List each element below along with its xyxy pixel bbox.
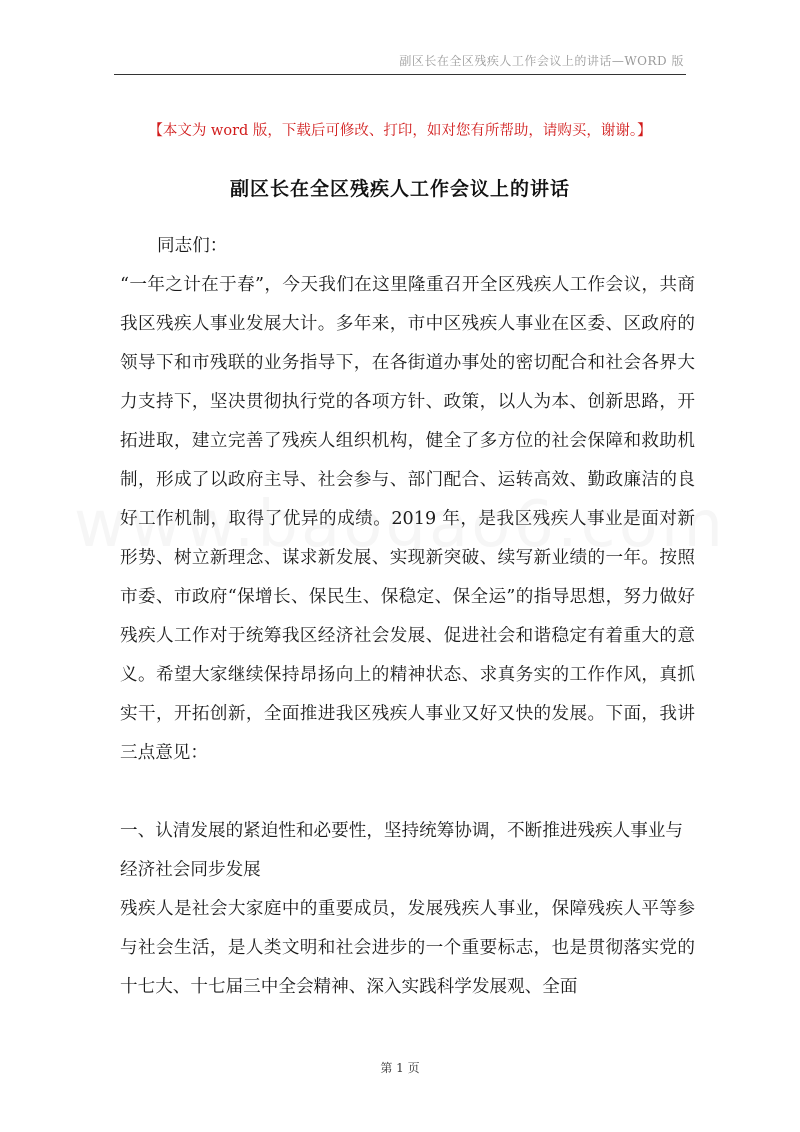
page-number: 第 1 页 (380, 1061, 420, 1075)
paragraph-opening: “一年之计在于春”，今天我们在这里隆重召开全区残疾人工作会议，共商我区残疾人事业发展大计。多年来，市中区残疾人事业在区委、区政府的领导下和市残联的业务指导下，在各街道办事处的密切配合和社会各界大力支持下，坚决贯彻执行党的各项方针、政策，以人为本、创新思路，开拓进取，建立完善了残疾人组织机构，健全了多方位的社会保障和救助机制，形成了以政府主导、社会参与、部门配合、运转高效、勤政廉洁的良好工作机制，取得了优异的成绩。2019 年，是我区残疾人事业是面对新形势、树立新理念、谋求新发展、实现新突破、续写新业绩的一年。按照市委、市政府“保增长、保民生、保稳定、保全运”的指导思想，努力做好残疾人工作对于统筹我区经济社会发展、促进社会和谐稳定有着重大的意义。希望大家继续保持昂扬向上的精神状态、求真务实的工作作风，真抓实干，开拓创新，全面推进我区残疾人事业又好又快的发展。下面，我讲三点意见： (120, 275, 695, 763)
purchase-notice: 【本文为 word 版，下载后可修改、打印，如对您有所帮助，请购买，谢谢。】 (148, 123, 652, 139)
document-title: 副区长在全区残疾人工作会议上的讲话 (229, 178, 570, 200)
salutation: 同志们： (157, 236, 228, 256)
paragraph-section-1: 残疾人是社会大家庭中的重要成员，发展残疾人事业，保障残疾人平等参与社会生活，是人类文明和社会进步的一个重要标志，也是贯彻落实党的十七大、十七届三中全会精神、深入实践科学发展观、全面 (120, 899, 695, 997)
section-heading-1: 一、认清发展的紧迫性和必要性，坚持统筹协调，不断推进残疾人事业与经济社会同步发展 (120, 821, 684, 880)
running-header: 副区长在全区残疾人工作会议上的讲话—WORD 版 (399, 54, 684, 68)
header-rule (114, 74, 686, 75)
